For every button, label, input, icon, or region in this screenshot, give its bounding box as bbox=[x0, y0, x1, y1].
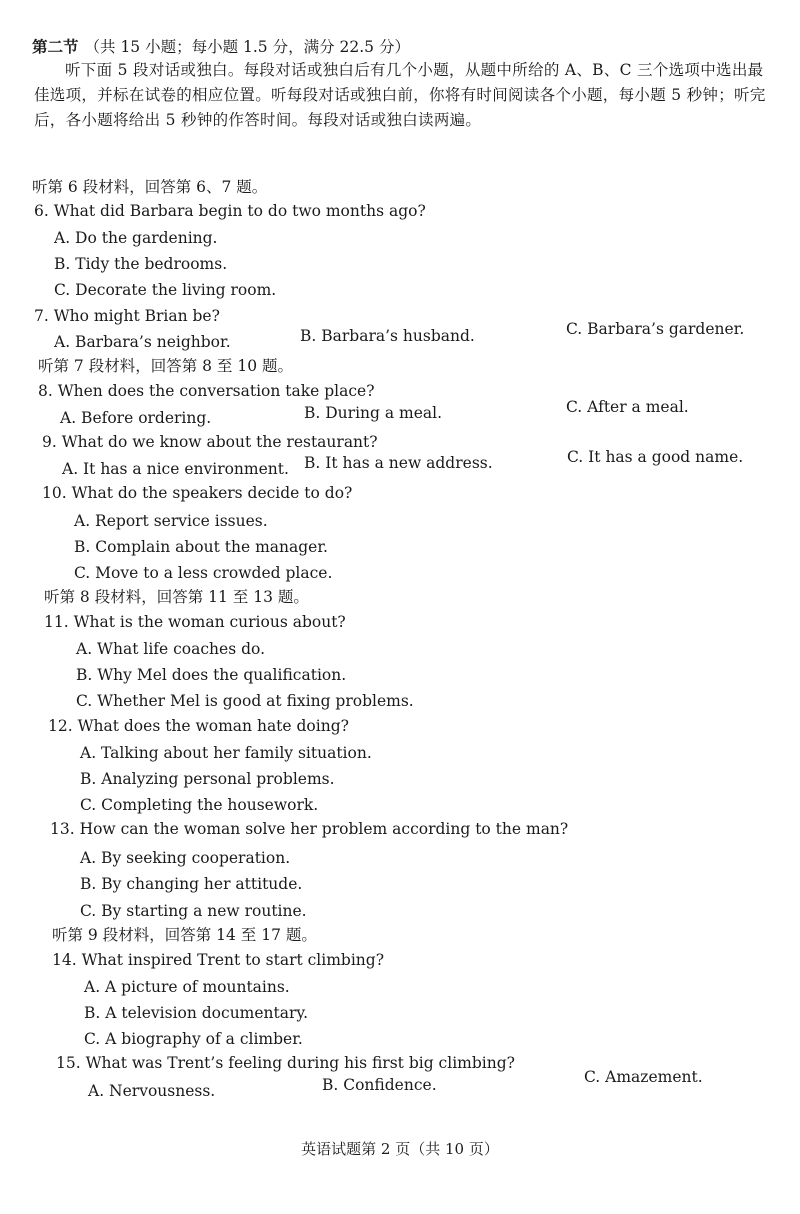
q7-option-a: A. Barbara’s neighbor. bbox=[54, 333, 231, 351]
q9-option-c: C. It has a good name. bbox=[567, 448, 744, 466]
question-15: 15. What was Trent’s feeling during his first big climbing? bbox=[56, 1054, 515, 1072]
q14-option-c: C. A biography of a climber. bbox=[84, 1030, 303, 1048]
question-12: 12. What does the woman hate doing? bbox=[48, 717, 349, 735]
section-note: （共 15 小题；每小题 1.5 分，满分 22.5 分） bbox=[84, 38, 410, 56]
q11-option-b: B. Why Mel does the qualification. bbox=[76, 666, 347, 684]
q6-option-b: B. Tidy the bedrooms. bbox=[54, 255, 228, 273]
q10-option-b: B. Complain about the manager. bbox=[74, 538, 328, 556]
q11-option-a: A. What life coaches do. bbox=[76, 640, 265, 658]
question-9: 9. What do we know about the restaurant? bbox=[42, 433, 378, 451]
q15-option-c: C. Amazement. bbox=[584, 1068, 703, 1086]
q8-option-c: C. After a meal. bbox=[566, 398, 689, 416]
q9-option-a: A. It has a nice environment. bbox=[62, 460, 289, 478]
q14-option-b: B. A television documentary. bbox=[84, 1004, 309, 1022]
q11-option-c: C. Whether Mel is good at fixing problems. bbox=[76, 692, 414, 710]
q7-option-c: C. Barbara’s gardener. bbox=[566, 320, 745, 338]
q7-option-b: B. Barbara’s husband. bbox=[300, 327, 475, 345]
question-6: 6. What did Barbara begin to do two months ago? bbox=[34, 202, 426, 220]
q6-option-a: A. Do the gardening. bbox=[54, 229, 218, 247]
question-8: 8. When does the conversation take place? bbox=[38, 382, 375, 400]
question-11: 11. What is the woman curious about? bbox=[44, 613, 346, 631]
group-header-8: 听第 8 段材料，回答第 11 至 13 题。 bbox=[44, 588, 309, 606]
group-header-6: 听第 6 段材料，回答第 6、7 题。 bbox=[32, 178, 268, 196]
q6-option-c: C. Decorate the living room. bbox=[54, 281, 277, 299]
q12-option-a: A. Talking about her family situation. bbox=[80, 744, 372, 762]
page-footer: 英语试题第 2 页（共 10 页） bbox=[301, 1140, 499, 1158]
q14-option-a: A. A picture of mountains. bbox=[84, 978, 290, 996]
section-title bbox=[32, 36, 410, 58]
question-14: 14. What inspired Trent to start climbing? bbox=[52, 951, 385, 969]
q10-option-a: A. Report service issues. bbox=[74, 512, 268, 530]
q8-option-a: A. Before ordering. bbox=[60, 409, 212, 427]
q9-option-b: B. It has a new address. bbox=[304, 454, 493, 472]
question-7: 7. Who might Brian be? bbox=[34, 307, 220, 325]
group-header-7: 听第 7 段材料，回答第 8 至 10 题。 bbox=[38, 357, 294, 375]
section-instructions: 听下面 5 段对话或独白。每段对话或独白后有几个小题，从题中所给的 A、B、C 三个选项中选出最佳选项，并标在试卷的相应位置。听每段对话或独白前，你将有时间阅读各个小题，每小题 5 秒钟；听完后，各小题将给出 5 秒钟的作答时间。每段对话或独白读两遍。 bbox=[34, 61, 766, 129]
q8-option-b: B. During a meal. bbox=[304, 404, 443, 422]
group-header-9: 听第 9 段材料，回答第 14 至 17 题。 bbox=[52, 926, 317, 944]
question-10: 10. What do the speakers decide to do? bbox=[42, 484, 353, 502]
q13-option-b: B. By changing her attitude. bbox=[80, 875, 303, 893]
q12-option-b: B. Analyzing personal problems. bbox=[80, 770, 335, 788]
q13-option-a: A. By seeking cooperation. bbox=[80, 849, 291, 867]
question-13: 13. How can the woman solve her problem according to the man? bbox=[50, 820, 569, 838]
q10-option-c: C. Move to a less crowded place. bbox=[74, 564, 333, 582]
q15-option-b: B. Confidence. bbox=[322, 1076, 437, 1094]
q13-option-c: C. By starting a new routine. bbox=[80, 902, 307, 920]
q12-option-c: C. Completing the housework. bbox=[80, 796, 319, 814]
section-label: 第二节 bbox=[32, 37, 79, 56]
q15-option-a: A. Nervousness. bbox=[88, 1082, 216, 1100]
